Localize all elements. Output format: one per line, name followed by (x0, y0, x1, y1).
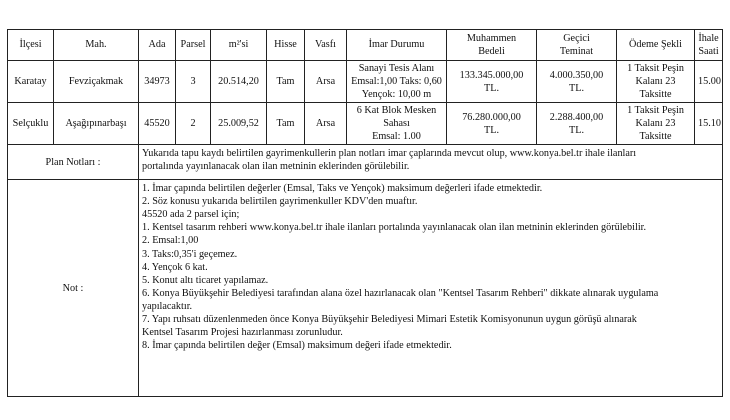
note-line: 2. Söz konusu yukarıda belirtilen gayrimenkuller KDV'den muaftır. (142, 196, 418, 208)
cell-muhammen: 76.280.000,00 TL. (447, 103, 537, 145)
header-teminat: Geçici Teminat (537, 30, 617, 61)
header-muhammen: Muhammen Bedeli (447, 30, 537, 61)
plan-notes-text: Yukarıda tapu kaydı belirtilen gayrimenkullerin plan notları imar çaplarında mevcut olup, www.konya.bel.tr ihale ilanları portalında yayınlanacak olan ilan metninin eklerinden görülebilir. (139, 145, 723, 180)
cell-saat: 15.00 (695, 61, 723, 103)
note-line: 1. Kentsel tasarım rehberi www.konya.bel.tr ihale ilanları portalında yayınlanacak olan ilan metninin eklerinden görülebilir. (142, 222, 647, 234)
cell-m2: 25.009,52 (211, 103, 267, 145)
cell-odeme: 1 Taksit Peşin Kalanı 23 Taksitte (617, 103, 695, 145)
note-line: 4. Yençok 6 kat. (142, 261, 208, 273)
cell-hisse: Tam (267, 61, 305, 103)
note-line: Kentsel Tasarım Projesi hazırlanması zorunludur. (142, 326, 343, 338)
note-line: 6. Konya Büyükşehir Belediyesi tarafından alana özel hazırlanacak olan "Kentsel Tasarım Rehberi" dikkate alınarak uygulama (142, 287, 659, 299)
note-line: 7. Yapı ruhsatı düzenlenmeden önce Konya Büyükşehir Belediyesi Mimari Estetik Komisyonunun uygun görüşü alınarak (142, 313, 637, 325)
cell-mah: Fevziçakmak (54, 61, 139, 103)
note-line: 5. Konut altı ticaret yapılamaz. (142, 274, 269, 286)
header-m2: m²'si (211, 30, 267, 61)
notes-text (139, 180, 723, 397)
cell-mah: Aşağıpınarbaşı (54, 103, 139, 145)
table-row (8, 61, 723, 103)
cell-odeme: 1 Taksit Peşin Kalanı 23 Taksitte (617, 61, 695, 103)
table-row (8, 103, 723, 145)
note-line: 3. Taks:0,35'i geçemez. (142, 248, 238, 260)
cell-saat: 15.10 (695, 103, 723, 145)
note-line: 1. İmar çapında belirtilen değerler (Emsal, Taks ve Yençok) maksimum değerleri ifade etmektedir. (142, 183, 543, 195)
cell-vasfi: Arsa (305, 103, 347, 145)
cell-teminat: 2.288.400,00 TL. (537, 103, 617, 145)
note-line: 8. İmar çapında belirtilen değer (Emsal) maksimum değeri ifade etmektedir. (142, 339, 452, 351)
cell-ilce: Karatay (8, 61, 54, 103)
notes-row (8, 180, 723, 397)
cell-parsel: 3 (176, 61, 211, 103)
cell-ilce: Selçuklu (8, 103, 54, 145)
auction-table (7, 29, 723, 397)
note-line: yapılacaktır. (142, 300, 193, 312)
cell-teminat: 4.000.350,00 TL. (537, 61, 617, 103)
cell-ada: 34973 (139, 61, 176, 103)
note-line: 2. Emsal:1,00 (142, 235, 199, 247)
plan-notes-row (8, 145, 723, 180)
cell-vasfi: Arsa (305, 61, 347, 103)
cell-ada: 45520 (139, 103, 176, 145)
header-odeme: Ödeme Şekli (617, 30, 695, 61)
notes-label: Not : (8, 180, 139, 397)
cell-hisse: Tam (267, 103, 305, 145)
header-mah: Mah. (54, 30, 139, 61)
cell-muhammen: 133.345.000,00 TL. (447, 61, 537, 103)
header-ilce: İlçesi (8, 30, 54, 61)
header-row (8, 30, 723, 61)
header-saat: İhale Saati (695, 30, 723, 61)
header-vasfi: Vasfı (305, 30, 347, 61)
cell-m2: 20.514,20 (211, 61, 267, 103)
cell-imar: Sanayi Tesis Alanı Emsal:1,00 Taks: 0,60 Yençok: 10,00 m (347, 61, 447, 103)
plan-notes-label: Plan Notları : (8, 145, 139, 180)
note-line: 45520 ada 2 parsel için; (142, 209, 240, 221)
header-hisse: Hisse (267, 30, 305, 61)
cell-imar: 6 Kat Blok Mesken Sahası Emsal: 1.00 (347, 103, 447, 145)
cell-parsel: 2 (176, 103, 211, 145)
header-ada: Ada (139, 30, 176, 61)
header-imar: İmar Durumu (347, 30, 447, 61)
header-parsel: Parsel (176, 30, 211, 61)
